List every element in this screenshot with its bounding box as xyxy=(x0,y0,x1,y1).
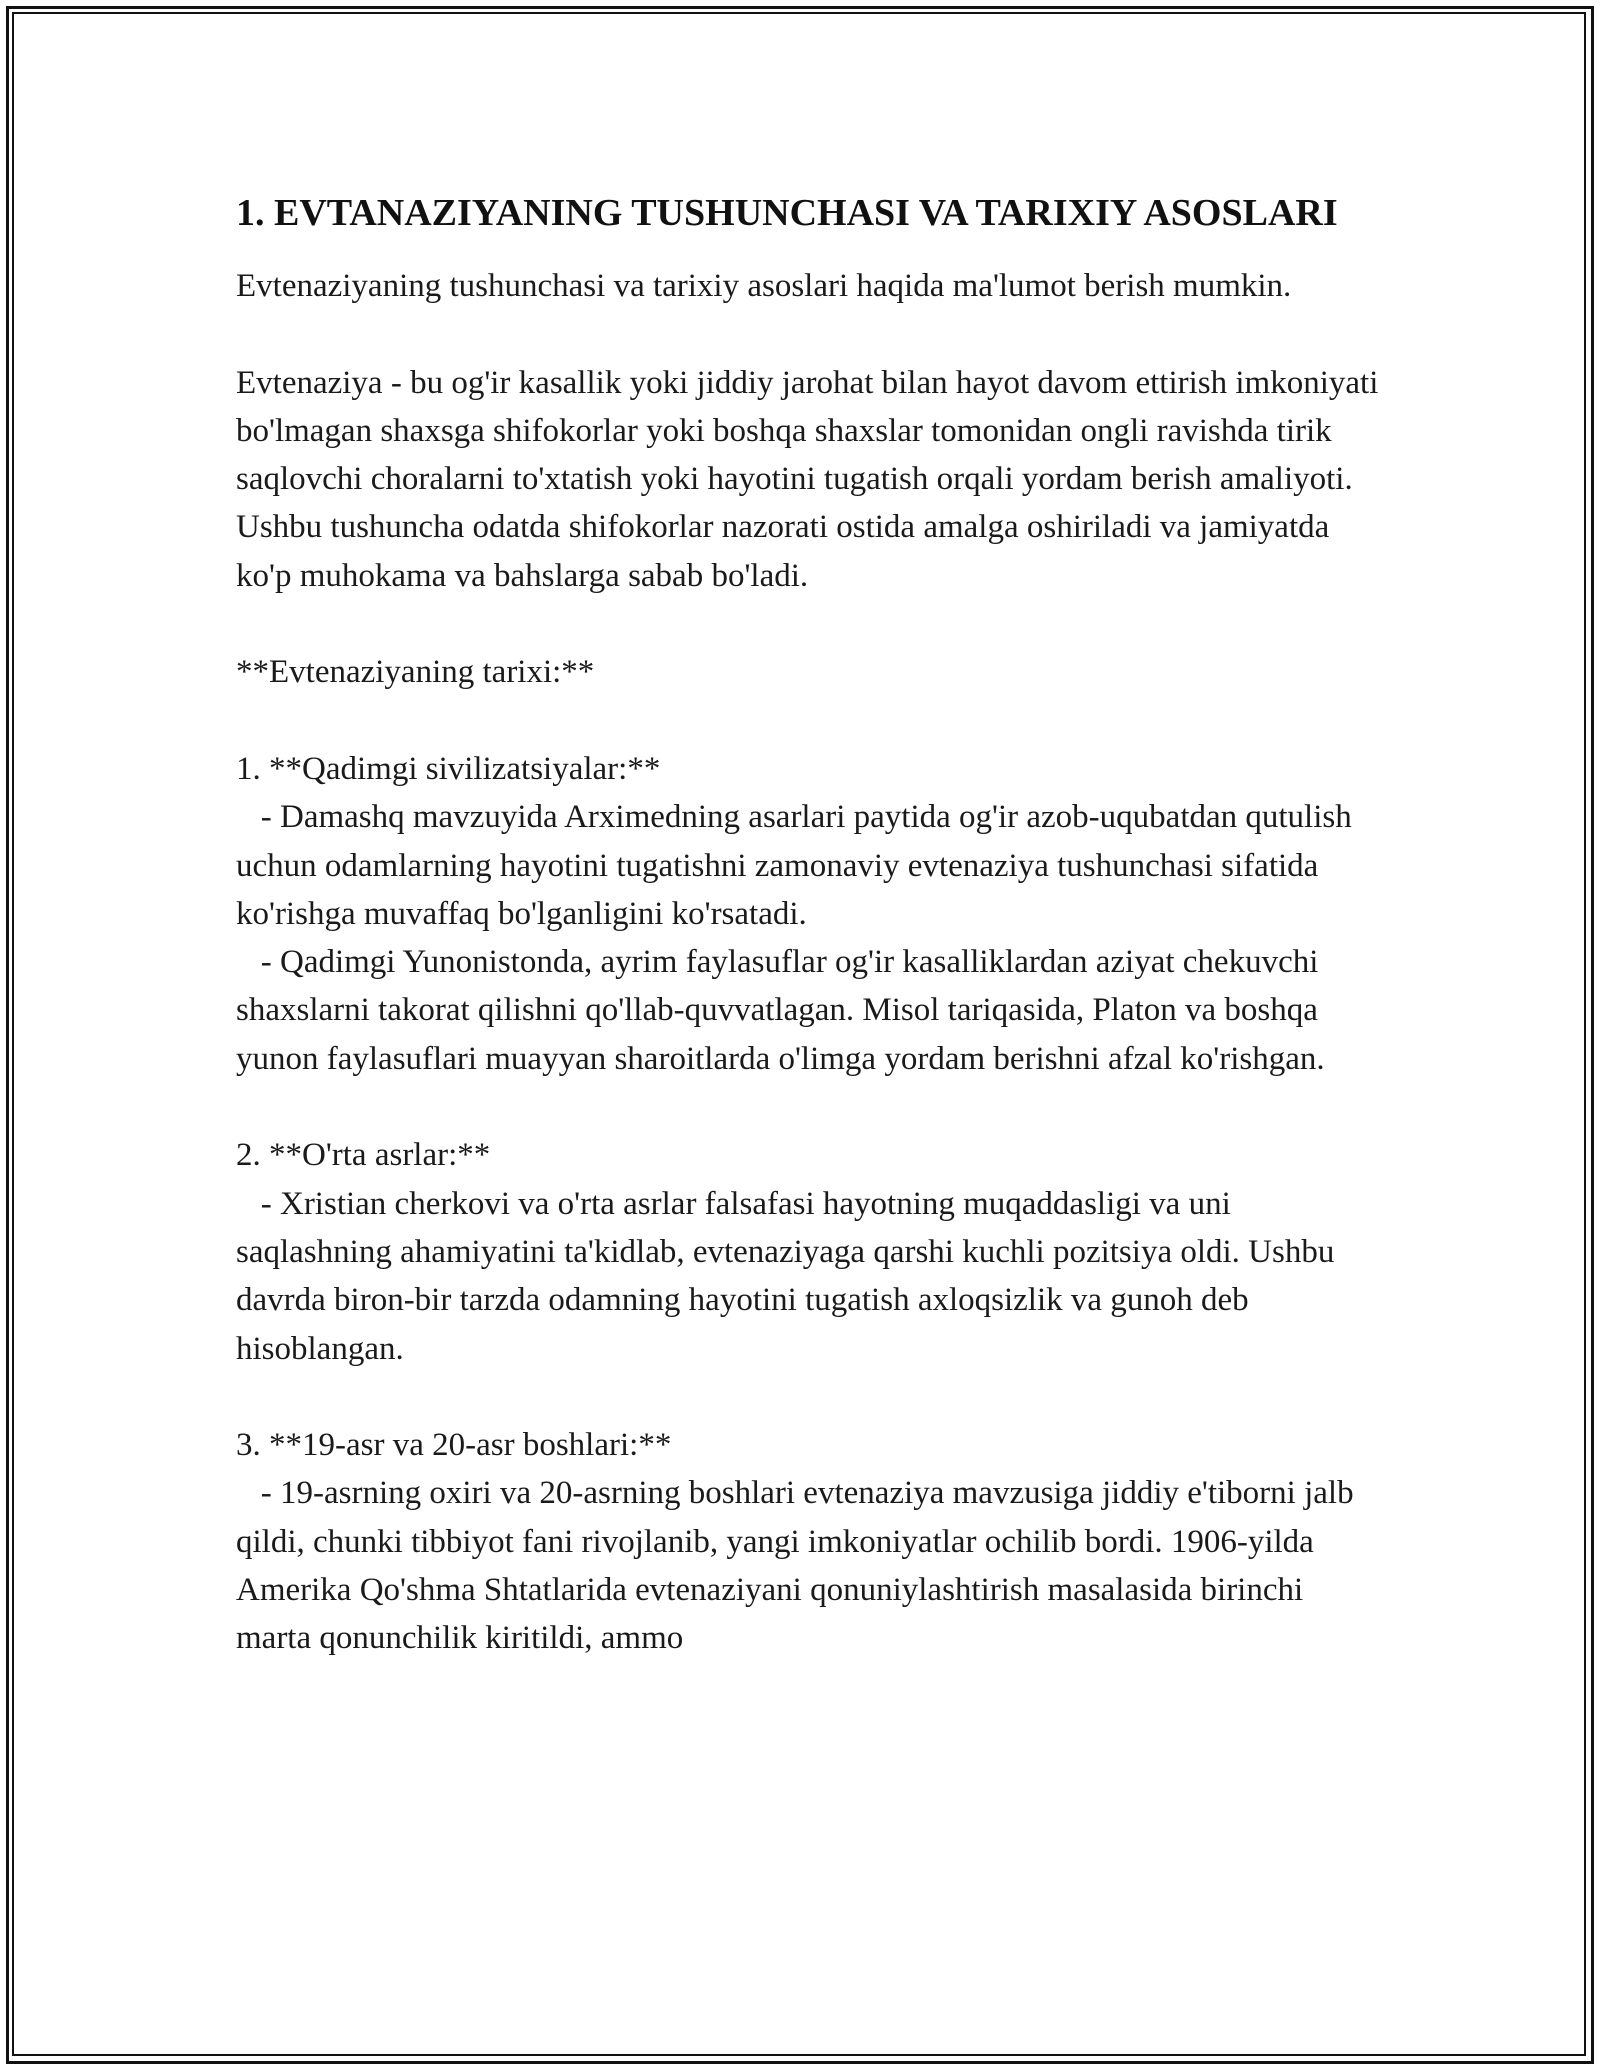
section-item: - Damashq mavzuyida Arximedning asarlari paytida og'ir azob-uqubatdan qutulish uchun odamlarning hayotini tugatishni zamonaviy evtenaziya tushunchasi sifatida ko'rishga muvaffaq bo'lganligini ko'rsatadi. xyxy=(236,799,1360,932)
section-item: - Xristian cherkovi va o'rta asrlar falsafasi hayotning muqaddasligi va uni saqlashning ahamiyatini ta'kidlab, evtenaziyaga qarshi kuchli pozitsiya oldi. Ushbu davrda biron-bir tarzda odamning hayotini tugatish axloqsizlik va gunoh deb hisoblangan. xyxy=(236,1185,1343,1367)
section-title: 2. **O'rta asrlar:** xyxy=(236,1137,491,1174)
section-item: - Qadimgi Yunonistonda, ayrim faylasuflar og'ir kasalliklardan aziyat chekuvchi shaxslarni takorat qilishni qo'llab-quvvatlagan. Misol tariqasida, Platon va boshqa yunon faylasuflari muayyan sharoitlarda o'limga yordam berishni afzal ko'rishgan. xyxy=(236,944,1327,1077)
definition-paragraph: Evtenaziya - bu og'ir kasallik yoki jiddiy jarohat bilan hayot davom ettirish imkoniyati bo'lmagan shaxsga shifokorlar yoki boshqa shaxslar tomonidan ongli ravishda tirik saqlovchi choralarni to'xtatish yoki hayotini tugatish orqali yordam berish amaliyoti. Ushbu tushuncha odatda shifokorlar nazorati ostida amalga oshiriladi va jamiyatda ko'p muhokama va bahslarga sabab bo'ladi. xyxy=(236,364,1387,594)
section-ancient xyxy=(236,745,1384,1083)
section-title: 1. **Qadimgi sivilizatsiyalar:** xyxy=(236,750,661,787)
document-body xyxy=(236,186,1387,1663)
intro-paragraph: Evtenaziyaning tushunchasi va tarixiy asoslari haqida ma'lumot berish mumkin. xyxy=(236,268,1292,304)
history-title: **Evtenaziyaning tarixi:** xyxy=(236,654,595,691)
section-middle-ages xyxy=(236,1131,1384,1372)
section-19-20-century xyxy=(236,1421,1384,1662)
document-heading: 1. EVTANAZIYANING TUSHUNCHASI VA TARIXIY ASOSLARI xyxy=(236,192,1338,234)
section-title: 3. **19-asr va 20-asr boshlari:** xyxy=(236,1427,672,1464)
section-item: - 19-asrning oxiri va 20-asrning boshlari evtenaziya mavzusiga jiddiy e'tiborni jalb qildi, chunki tibbiyot fani rivojlanib, yangi imkoniyatlar ochilib bordi. 1906-yilda Amerika Qo'shma Shtatlarida evtenaziyani qonuniylashtirish masalasida birinchi marta qonunchilik kiritildi, ammo xyxy=(236,1475,1362,1657)
